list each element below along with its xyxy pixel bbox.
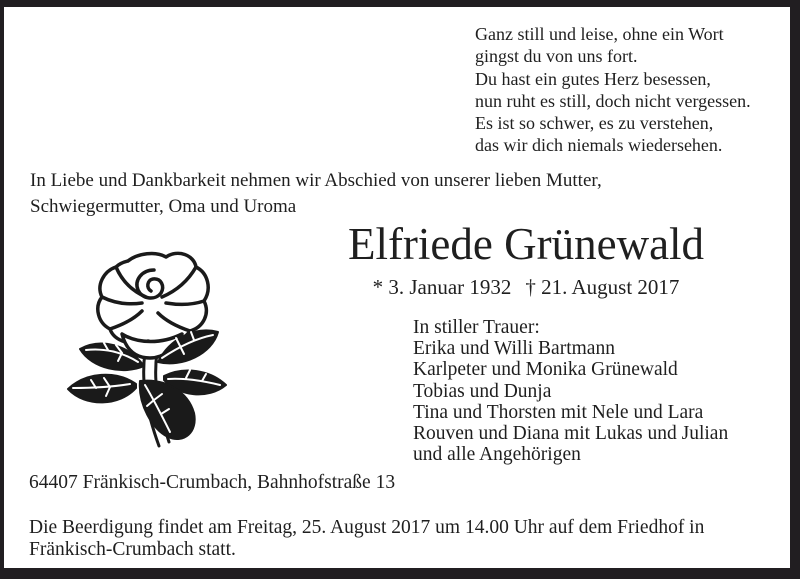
deceased-name: Elfriede Grünewald (347, 219, 705, 269)
poem-line: gingst du von uns fort. (475, 46, 638, 67)
address-line: 64407 Fränkisch-Crumbach, Bahnhofstraße 13 (29, 472, 396, 493)
poem-line: Du hast ein gutes Herz besessen, (475, 68, 711, 89)
intro-line: Schwiegermutter, Oma und Uroma (30, 196, 297, 217)
mourning-header: In stiller Trauer: (413, 317, 540, 338)
funeral-line: Fränkisch-Crumbach statt. (29, 538, 236, 560)
mourners-list (413, 317, 728, 465)
mourner-line: Tina und Thorsten mit Nele und Lara (413, 401, 704, 423)
frame-border-right (790, 0, 800, 579)
intro-text (30, 168, 602, 220)
mourner-line: Erika und Willi Bartmann (413, 338, 615, 360)
poem-line: Ganz still und leise, ohne ein Wort (475, 24, 724, 44)
poem-line: nun ruht es still, doch nicht vergessen. (475, 90, 751, 111)
death-date: † 21. August 2017 (525, 275, 680, 299)
frame-border-bottom (0, 568, 800, 579)
birth-date: * 3. Januar 1932 (372, 275, 512, 299)
life-dates (326, 274, 726, 300)
mourner-line: und alle Angehörigen (413, 444, 581, 466)
memorial-poem (475, 23, 751, 157)
frame-border-left (0, 0, 4, 579)
funeral-info (29, 517, 704, 560)
mourner-line: Rouven und Diana mit Lukas und Julian (413, 423, 729, 445)
frame-border-top (0, 0, 800, 7)
funeral-line: Die Beerdigung findet am Freitag, 25. August 2017 um 14.00 Uhr auf dem Friedhof in (29, 517, 705, 538)
title-block (326, 221, 726, 300)
poem-line: Es ist so schwer, es zu verstehen, (475, 113, 714, 134)
rose-illustration (58, 248, 258, 460)
mourner-line: Karlpeter und Monika Grünewald (413, 359, 678, 381)
poem-line: das wir dich niemals wiedersehen. (475, 135, 723, 156)
mourner-line: Tobias und Dunja (413, 380, 552, 402)
intro-line: In Liebe und Dankbarkeit nehmen wir Abschied von unserer lieben Mutter, (30, 170, 602, 191)
